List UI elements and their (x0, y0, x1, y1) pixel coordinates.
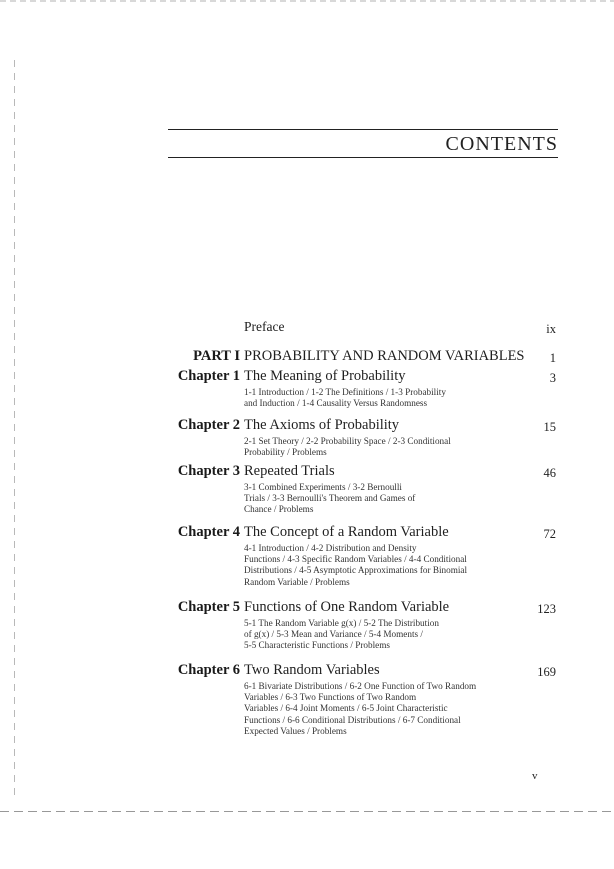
chapter-title: Functions of One Random Variable (244, 599, 450, 615)
chapter-label: Chapter 1 (177, 368, 240, 384)
chapter-title: The Meaning of Probability (244, 368, 406, 384)
section-line: Variables / 6-3 Two Functions of Two Random (244, 692, 417, 703)
preface-page: ix (546, 322, 556, 336)
section-line: and Induction / 1-4 Causality Versus Randomness (244, 398, 428, 409)
page-number: v (532, 770, 538, 782)
header-rule-bottom (168, 157, 558, 158)
section-line: 5-1 The Random Variable g(x) / 5-2 The Distribution (244, 618, 439, 628)
part-title: PROBABILITY AND RANDOM VARIABLES (244, 348, 525, 364)
section-line: Distributions / 4-5 Asymptotic Approximations for Binomial (244, 565, 468, 576)
chapter-page: 169 (537, 665, 556, 679)
part-page: 1 (549, 351, 556, 365)
chapter-page: 72 (543, 527, 556, 541)
section-line: Trials / 3-3 Bernoulli's Theorem and Games of (244, 493, 416, 504)
section-line: Functions / 4-3 Specific Random Variables / 4-4 Conditional (244, 554, 467, 565)
section-line: Expected Values / Problems (244, 725, 347, 736)
section-line: Random Variable / Problems (244, 576, 350, 587)
chapter-sections (244, 681, 524, 737)
section-line: Probability / Problems (244, 447, 327, 458)
section-line: 3-1 Combined Experiments / 3-2 Bernoulli (244, 482, 402, 492)
scan-edge-top (0, 0, 614, 2)
chapter-label: Chapter 4 (177, 524, 240, 540)
chapter-sections (244, 387, 524, 409)
section-line: 2-1 Set Theory / 2-2 Probability Space / 2-3 Conditional (244, 436, 451, 446)
chapter-sections (244, 436, 524, 458)
chapter-title: The Concept of a Random Variable (244, 524, 449, 540)
chapter-label: Chapter 3 (177, 463, 240, 479)
chapter-title: Two Random Variables (244, 662, 380, 678)
scan-edge-left (14, 60, 15, 800)
section-line: Variables / 6-4 Joint Moments / 6-5 Joint Characteristic (244, 703, 448, 714)
section-line: 4-1 Introduction / 4-2 Distribution and Density (244, 543, 417, 553)
chapter-label: Chapter 5 (177, 599, 240, 615)
chapter-page: 3 (549, 371, 556, 385)
chapter-title: Repeated Trials (244, 463, 335, 479)
chapter-label: Chapter 6 (177, 662, 240, 678)
part-label: PART I (193, 348, 240, 364)
scan-edge-bottom (0, 811, 614, 812)
contents-heading: CONTENTS (445, 133, 558, 155)
chapter-page: 46 (543, 466, 556, 480)
section-line: Chance / Problems (244, 504, 314, 515)
section-line: Functions / 6-6 Conditional Distributions / 6-7 Conditional (244, 714, 461, 725)
chapter-page: 15 (543, 420, 556, 434)
header-rule-top (168, 129, 558, 130)
chapter-title: The Axioms of Probability (244, 417, 400, 433)
section-line: 5-5 Characteristic Functions / Problems (244, 640, 390, 651)
section-line: 1-1 Introduction / 1-2 The Definitions / 1-3 Probability (244, 387, 446, 397)
chapter-sections (244, 482, 524, 516)
preface-title: Preface (244, 319, 285, 334)
section-line: 6-1 Bivariate Distributions / 6-2 One Function of Two Random (244, 681, 477, 691)
section-line: of g(x) / 5-3 Mean and Variance / 5-4 Moments / (244, 629, 423, 640)
chapter-label: Chapter 2 (177, 417, 240, 433)
chapter-sections (244, 543, 524, 588)
chapter-page: 123 (537, 602, 556, 616)
chapter-sections (244, 618, 524, 652)
